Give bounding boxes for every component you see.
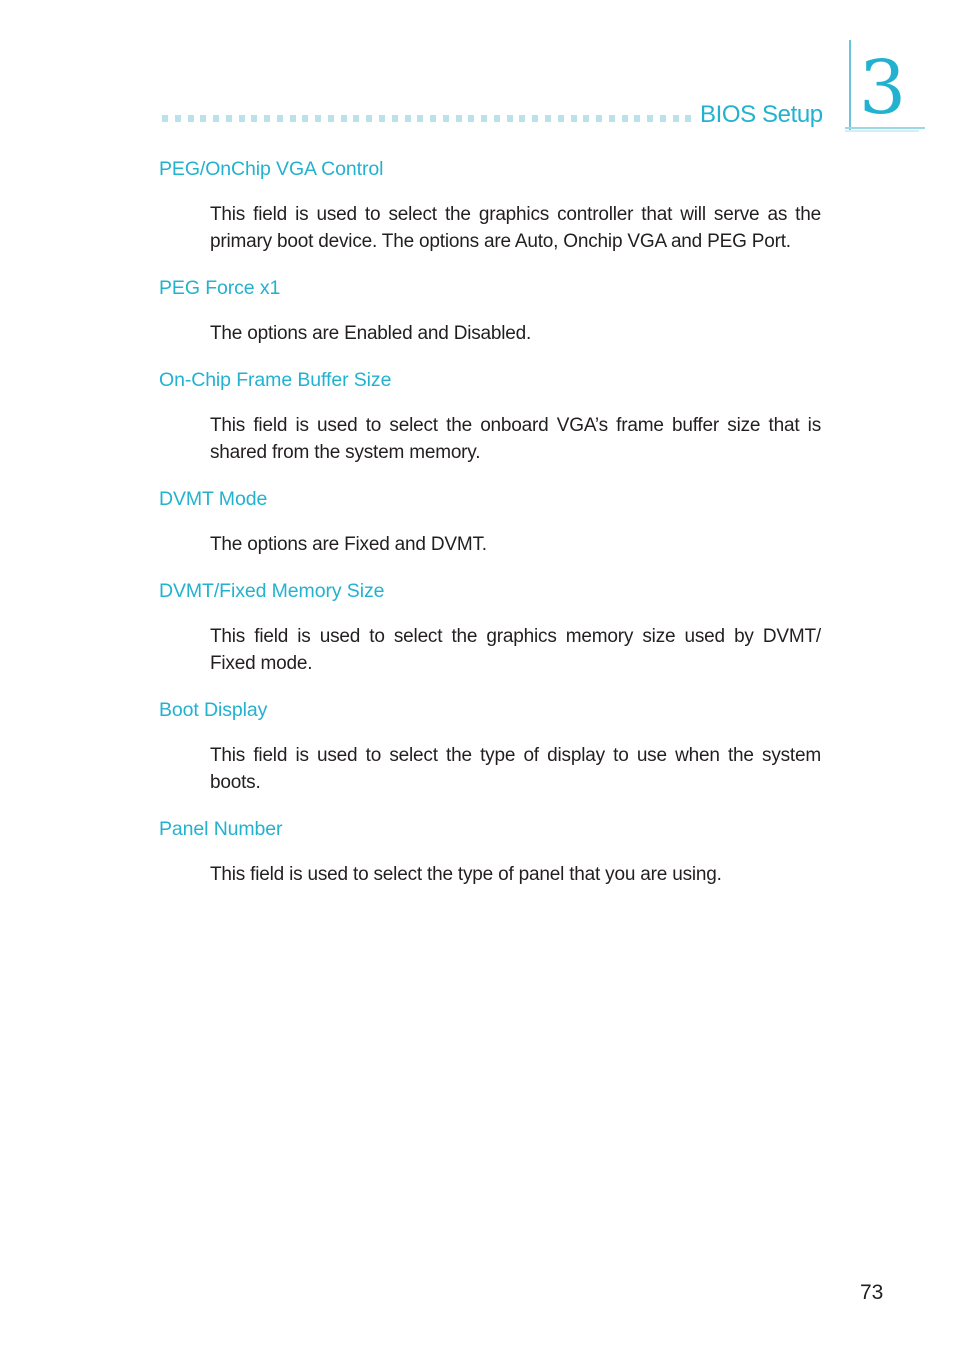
- paragraph-panel-number: This field is used to select the type of panel that you are using.: [210, 864, 722, 885]
- page-content: [159, 155, 821, 907]
- paragraph-dvmt-fixed-memory-size: This field is used to select the graphics memory size used by DVMT/ Fixed mode.: [210, 626, 821, 674]
- header-dotted-rule: [162, 115, 692, 123]
- section-title: BIOS Setup: [700, 101, 823, 128]
- chapter-number: 3: [859, 45, 907, 131]
- paragraph-on-chip-frame-buffer-size: This field is used to select the onboard VGA’s frame buffer size that is shared from the system memory.: [210, 415, 821, 463]
- chapter-marker-vertical-line: [849, 40, 851, 130]
- paragraph-peg-force-x1: The options are Enabled and Disabled.: [210, 323, 532, 344]
- heading-on-chip-frame-buffer-size: On-Chip Frame Buffer Size: [159, 369, 392, 391]
- paragraph-dvmt-mode: The options are Fixed and DVMT.: [210, 534, 487, 555]
- heading-dvmt-mode: DVMT Mode: [159, 488, 268, 510]
- heading-panel-number: Panel Number: [159, 818, 283, 840]
- paragraph-peg-onchip-vga-control: This field is used to select the graphics controller that will serve as the primary boot device. The options are Auto, Onchip VGA and PEG Port.: [210, 204, 821, 252]
- heading-peg-force-x1: PEG Force x1: [159, 277, 281, 299]
- paragraph-boot-display: This field is used to select the type of display to use when the system boots.: [210, 745, 821, 793]
- page-number: 73: [860, 1281, 884, 1304]
- heading-dvmt-fixed-memory-size: DVMT/Fixed Memory Size: [159, 580, 385, 602]
- heading-peg-onchip-vga-control: PEG/OnChip VGA Control: [159, 158, 384, 180]
- heading-boot-display: Boot Display: [159, 699, 268, 721]
